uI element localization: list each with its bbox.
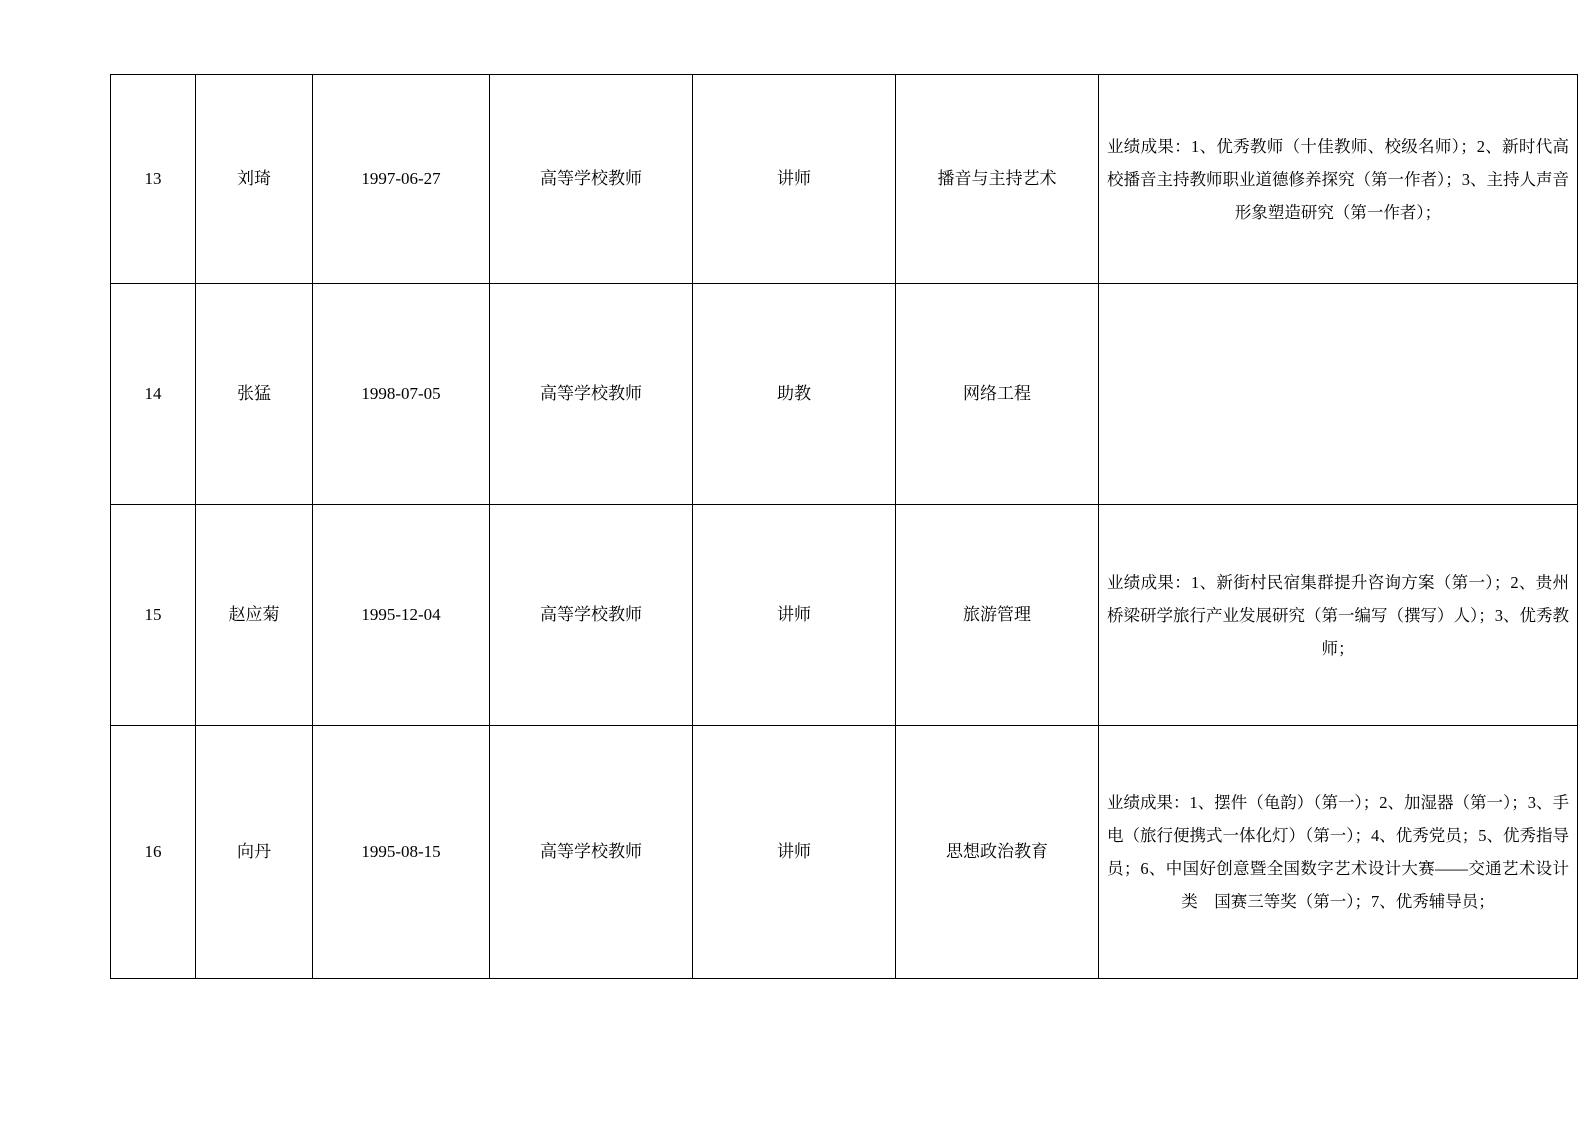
cell-major: 思想政治教育	[896, 726, 1099, 979]
table-row	[111, 75, 1578, 284]
cell-category: 高等学校教师	[490, 726, 693, 979]
cell-major: 播音与主持艺术	[896, 75, 1099, 284]
cell-major: 旅游管理	[896, 505, 1099, 726]
cell-title: 讲师	[693, 505, 896, 726]
cell-birth-date: 1995-08-15	[313, 726, 490, 979]
cell-name: 向丹	[196, 726, 313, 979]
cell-name: 张猛	[196, 284, 313, 505]
cell-title: 讲师	[693, 726, 896, 979]
achievements-text: 业绩成果：1、摆件（龟韵）（第一）；2、加湿器（第一）；3、手电（旅行便携式一体化灯）（第一）；4、优秀党员；5、优秀指导员；6、中国好创意暨全国数字艺术设计大赛——交通艺术设计类 国赛三等奖（第一）；7、优秀辅导员；	[1107, 793, 1569, 911]
cell-name: 刘琦	[196, 75, 313, 284]
cell-birth-date: 1997-06-27	[313, 75, 490, 284]
cell-achievements	[1099, 284, 1578, 505]
cell-category: 高等学校教师	[490, 505, 693, 726]
cell-birth-date: 1998-07-05	[313, 284, 490, 505]
cell-category: 高等学校教师	[490, 284, 693, 505]
cell-achievements	[1099, 505, 1578, 726]
achievements-text: 业绩成果：1、优秀教师（十佳教师、校级名师）；2、新时代高校播音主持教师职业道德修养探究（第一作者）；3、主持人声音形象塑造研究（第一作者）；	[1107, 136, 1569, 222]
cell-index: 13	[111, 75, 196, 284]
personnel-table	[110, 74, 1578, 979]
cell-birth-date: 1995-12-04	[313, 505, 490, 726]
cell-index: 15	[111, 505, 196, 726]
cell-index: 16	[111, 726, 196, 979]
cell-major: 网络工程	[896, 284, 1099, 505]
cell-achievements	[1099, 75, 1578, 284]
achievements-text: 业绩成果：1、新街村民宿集群提升咨询方案（第一）；2、贵州桥梁研学旅行产业发展研究（第一编写（撰写）人）；3、优秀教师；	[1107, 572, 1569, 658]
cell-category: 高等学校教师	[490, 75, 693, 284]
cell-index: 14	[111, 284, 196, 505]
table-row	[111, 284, 1578, 505]
cell-title: 讲师	[693, 75, 896, 284]
table-row	[111, 505, 1578, 726]
cell-achievements	[1099, 726, 1578, 979]
table-body	[111, 75, 1578, 979]
table-row	[111, 726, 1578, 979]
cell-title: 助教	[693, 284, 896, 505]
cell-name: 赵应菊	[196, 505, 313, 726]
